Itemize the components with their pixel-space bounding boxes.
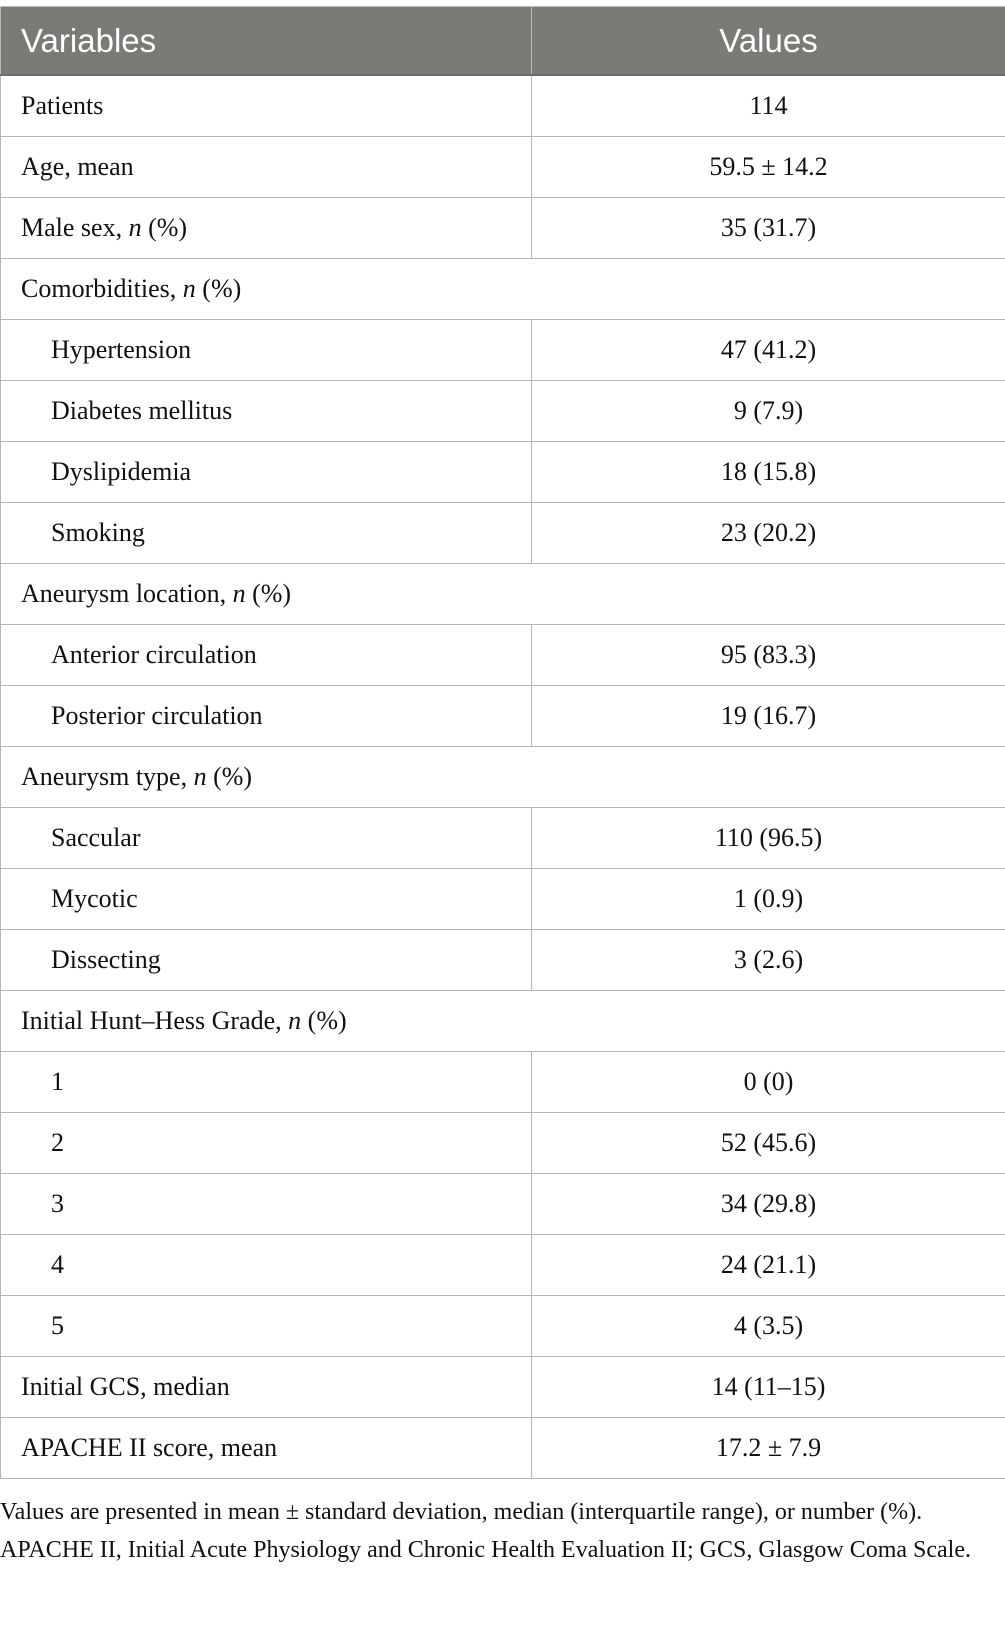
table-row <box>1 442 1005 503</box>
label-text: Patients <box>21 91 104 120</box>
table-section-row <box>1 564 1005 625</box>
label-text: Smoking <box>51 518 145 547</box>
label-text: Diabetes mellitus <box>51 396 233 425</box>
label-italic-n: n <box>182 274 196 303</box>
variable-label <box>1 625 532 686</box>
variable-label <box>1 930 532 991</box>
value-cell: 95 (83.3) <box>532 625 1005 686</box>
label-text: Hypertension <box>51 335 192 364</box>
section-label <box>1 259 1005 320</box>
value-cell: 23 (20.2) <box>532 503 1005 564</box>
variable-label <box>1 686 532 747</box>
label-text: Male sex, <box>21 213 129 242</box>
label-text: Posterior circulation <box>51 701 263 730</box>
label-text: Saccular <box>51 823 141 852</box>
table-row <box>1 1418 1005 1479</box>
variable-label <box>1 320 532 381</box>
table-footnotes <box>0 1494 1000 1570</box>
variable-label <box>1 1296 532 1357</box>
value-cell: 17.2 ± 7.9 <box>532 1418 1005 1479</box>
label-text: 1 <box>51 1067 64 1096</box>
label-text: Aneurysm location, <box>21 579 233 608</box>
variable-label <box>1 1174 532 1235</box>
section-label <box>1 747 1005 808</box>
label-text: Dissecting <box>51 945 161 974</box>
label-suffix: (%) <box>141 213 188 242</box>
table-row <box>1 1174 1005 1235</box>
variable-label <box>1 1052 532 1113</box>
table-row <box>1 198 1005 259</box>
label-text: 4 <box>51 1250 64 1279</box>
label-text: Anterior circulation <box>51 640 257 669</box>
table-row <box>1 1052 1005 1113</box>
value-cell: 18 (15.8) <box>532 442 1005 503</box>
value-cell: 19 (16.7) <box>532 686 1005 747</box>
table-row <box>1 320 1005 381</box>
table-row <box>1 808 1005 869</box>
table-row <box>1 1296 1005 1357</box>
table-header-row <box>1 7 1005 76</box>
table-row <box>1 1357 1005 1418</box>
label-italic-n: n <box>128 213 142 242</box>
label-italic-n: n <box>288 1006 302 1035</box>
variable-label <box>1 75 532 137</box>
label-text: Mycotic <box>51 884 138 913</box>
variable-label <box>1 1418 532 1479</box>
label-text: APACHE II score, mean <box>21 1433 278 1462</box>
value-cell: 59.5 ± 14.2 <box>532 137 1005 198</box>
value-cell: 14 (11–15) <box>532 1357 1005 1418</box>
value-cell: 3 (2.6) <box>532 930 1005 991</box>
label-suffix: (%) <box>301 1006 347 1035</box>
value-cell: 34 (29.8) <box>532 1174 1005 1235</box>
variable-label <box>1 869 532 930</box>
value-cell: 52 (45.6) <box>532 1113 1005 1174</box>
label-text: 3 <box>51 1189 64 1218</box>
label-text: Initial GCS, median <box>21 1372 230 1401</box>
label-suffix: (%) <box>206 762 253 791</box>
table-body <box>1 75 1005 1479</box>
value-cell: 4 (3.5) <box>532 1296 1005 1357</box>
patient-characteristics-table <box>0 6 1005 1479</box>
table-row <box>1 625 1005 686</box>
table-row <box>1 137 1005 198</box>
value-cell: 47 (41.2) <box>532 320 1005 381</box>
variable-label <box>1 1235 532 1296</box>
variable-label <box>1 1357 532 1418</box>
label-suffix: (%) <box>245 579 292 608</box>
variable-label <box>1 137 532 198</box>
section-label <box>1 991 1005 1052</box>
value-cell: 0 (0) <box>532 1052 1005 1113</box>
variable-label <box>1 1113 532 1174</box>
value-cell: 9 (7.9) <box>532 381 1005 442</box>
section-label <box>1 564 1005 625</box>
table-row <box>1 503 1005 564</box>
variable-label <box>1 381 532 442</box>
label-text: Aneurysm type, <box>21 762 194 791</box>
data-table-container <box>0 6 1005 1479</box>
label-text: 5 <box>51 1311 64 1340</box>
table-row <box>1 1113 1005 1174</box>
table-section-row <box>1 991 1005 1052</box>
footnote-abbreviations: APACHE II, Initial Acute Physiology and Chronic Health Evaluation II; GCS, Glasgow Coma Scale. <box>0 1537 971 1563</box>
table-row <box>1 686 1005 747</box>
table-section-row <box>1 259 1005 320</box>
table-section-row <box>1 747 1005 808</box>
table-row <box>1 869 1005 930</box>
label-italic-n: n <box>232 579 246 608</box>
variable-label <box>1 442 532 503</box>
label-text: Age, mean <box>21 152 134 181</box>
label-text: Comorbidities, <box>21 274 183 303</box>
value-cell: 35 (31.7) <box>532 198 1005 259</box>
table-row <box>1 75 1005 137</box>
label-text: Dyslipidemia <box>51 457 192 486</box>
label-text: Initial Hunt–Hess Grade, <box>21 1006 289 1035</box>
variable-label <box>1 503 532 564</box>
label-text: 2 <box>51 1128 64 1157</box>
value-cell: 24 (21.1) <box>532 1235 1005 1296</box>
label-suffix: (%) <box>195 274 242 303</box>
label-italic-n: n <box>193 762 207 791</box>
table-row <box>1 1235 1005 1296</box>
value-cell: 110 (96.5) <box>532 808 1005 869</box>
table-row <box>1 381 1005 442</box>
header-variables: Variables <box>1 7 532 76</box>
header-values: Values <box>532 7 1005 76</box>
table-row <box>1 930 1005 991</box>
variable-label <box>1 808 532 869</box>
variable-label <box>1 198 532 259</box>
footnote-values-description: Values are presented in mean ± standard deviation, median (interquartile range), or number (%). <box>0 1499 923 1525</box>
value-cell: 114 <box>532 75 1005 137</box>
value-cell: 1 (0.9) <box>532 869 1005 930</box>
